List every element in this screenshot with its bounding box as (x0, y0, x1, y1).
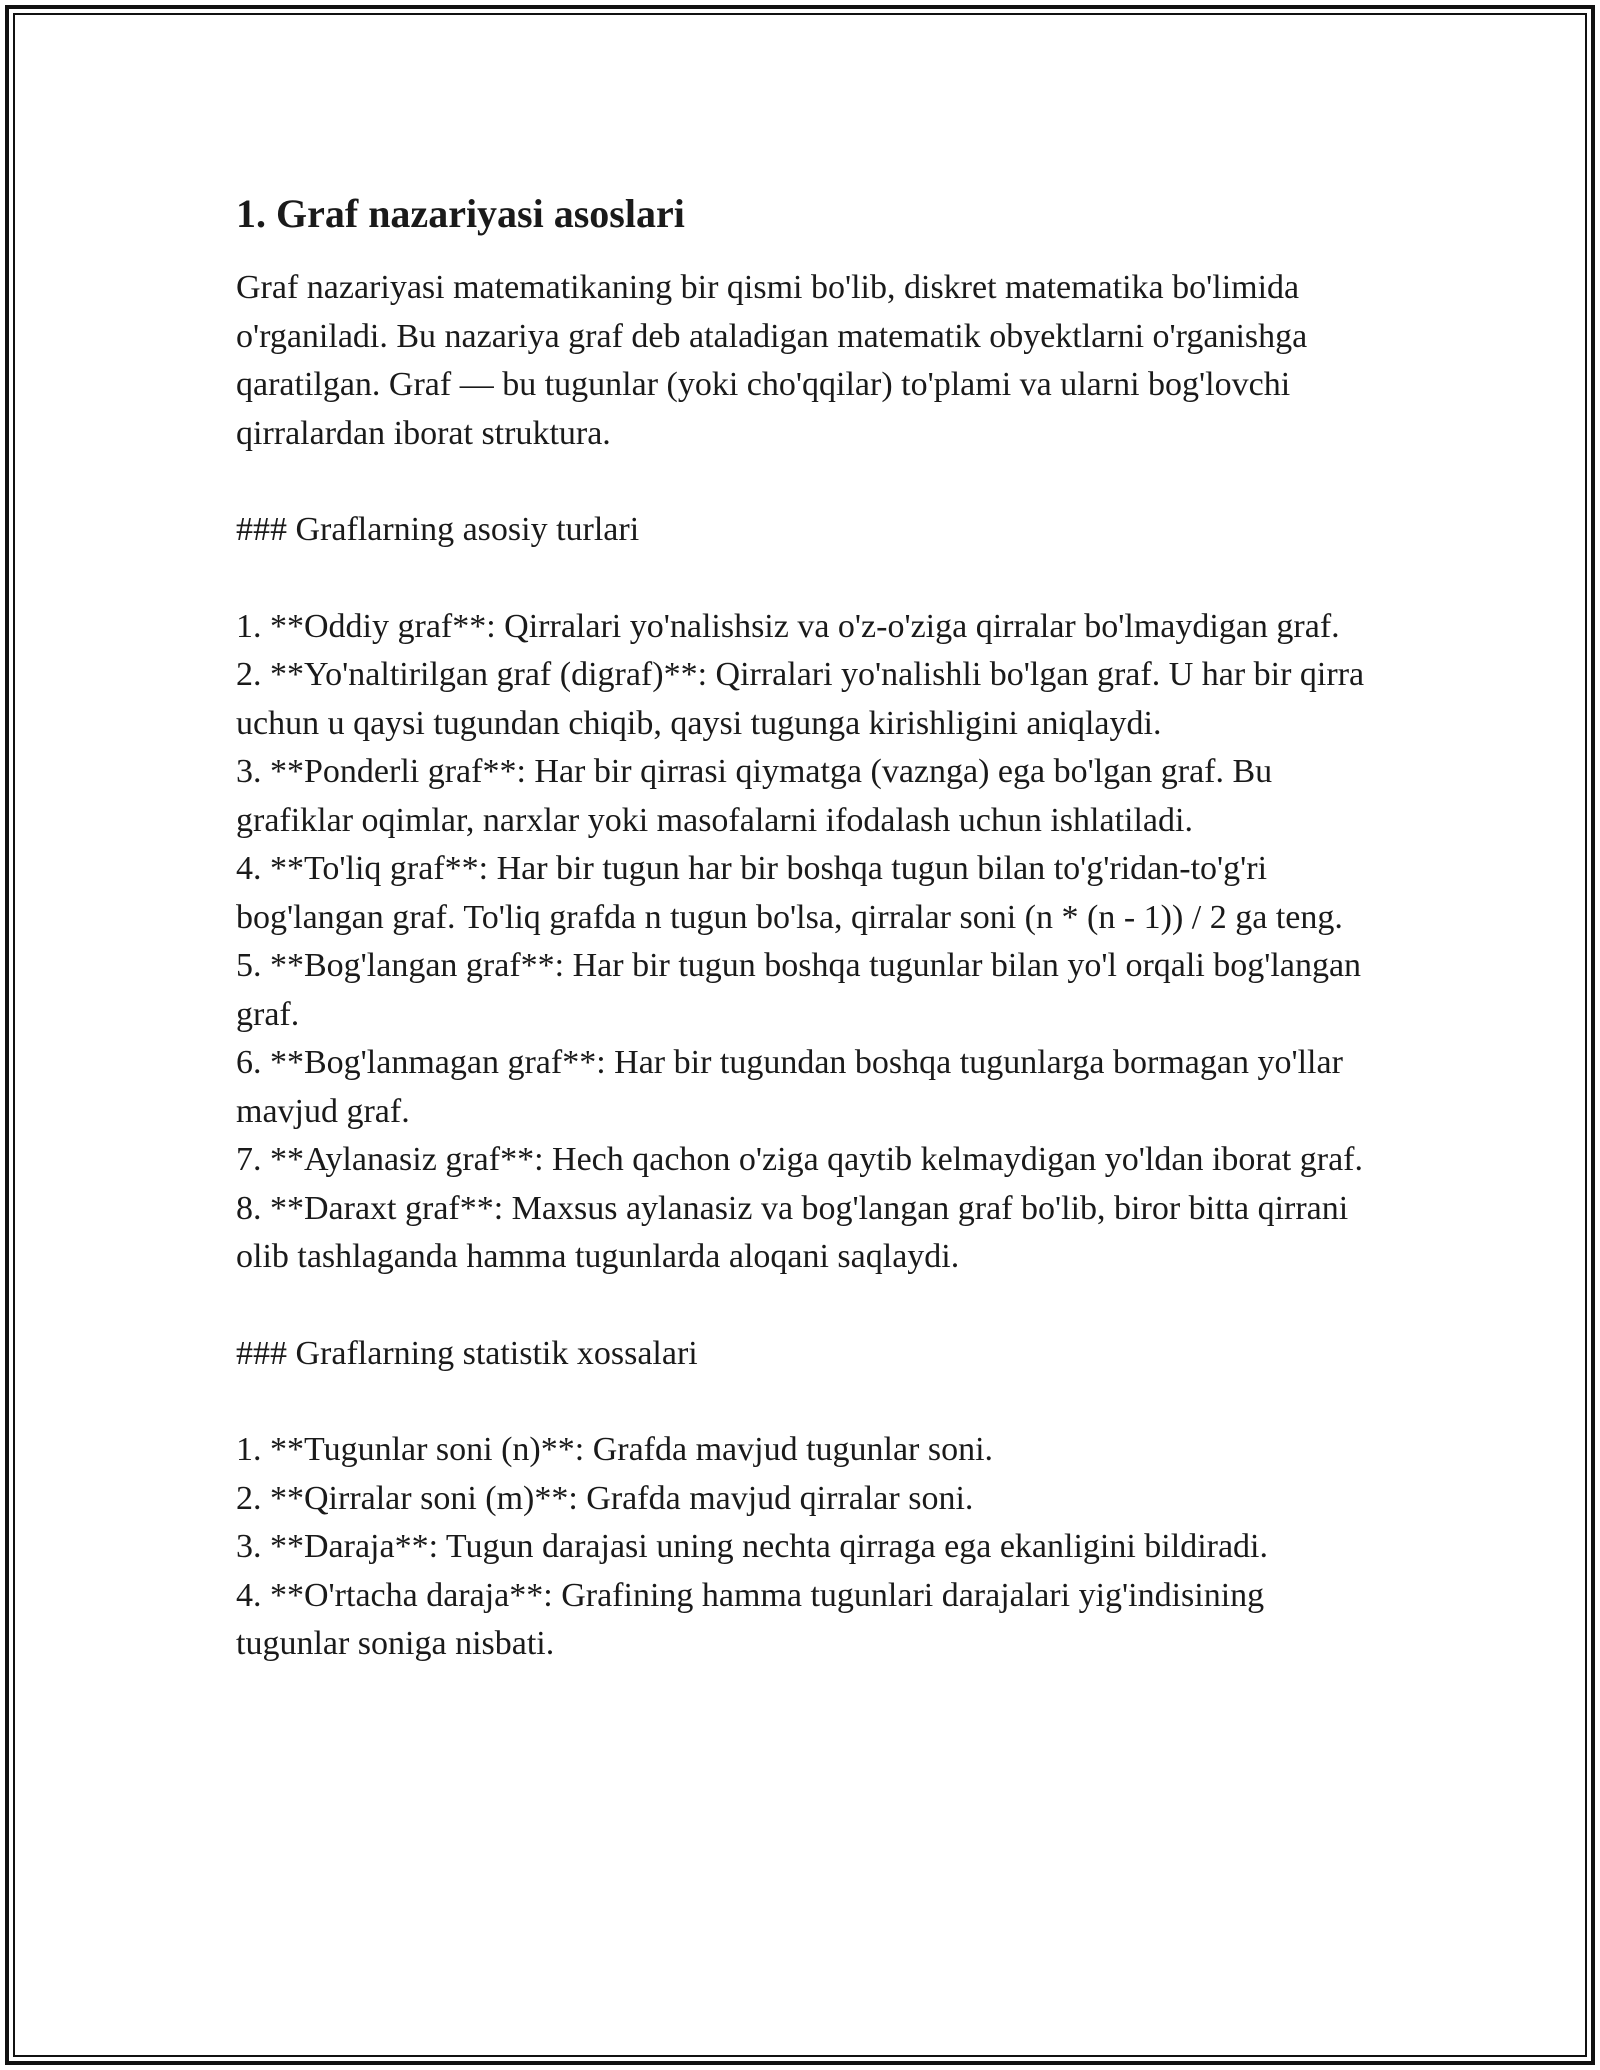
document-body (236, 186, 1366, 1669)
graph-types-list (236, 603, 1366, 1282)
list-item: 4. **To'liq graf**: Har bir tugun har bir boshqa tugun bilan to'g'ridan-to'g'ri bog'langan graf. To'liq grafda n tugun bo'lsa, qirralar soni (n * (n - 1)) / 2 ga teng. (236, 850, 1343, 936)
section-heading-types: ### Graflarning asosiy turlari (236, 511, 640, 548)
list-item: 3. **Daraja**: Tugun darajasi uning nechta qirraga ega ekanligini bildiradi. (236, 1528, 1269, 1565)
list-item: 7. **Aylanasiz graf**: Hech qachon o'ziga qaytib kelmaydigan yo'ldan iborat graf. (236, 1141, 1363, 1178)
list-item: 4. **O'rtacha daraja**: Grafining hamma tugunlari darajalari yig'indisining tugunlar soniga nisbati. (236, 1576, 1265, 1662)
section-heading-properties: ### Graflarning statistik xossalari (236, 1334, 698, 1372)
list-item: 5. **Bog'langan graf**: Har bir tugun boshqa tugunlar bilan yo'l orqali bog'langan graf. (236, 947, 1362, 1033)
list-item: 6. **Bog'lanmagan graf**: Har bir tugundan boshqa tugunlarga bormagan yo'llar mavjud graf. (236, 1044, 1343, 1130)
graph-properties-list (236, 1426, 1366, 1669)
list-item: 2. **Qirralar soni (m)**: Grafda mavjud qirralar soni. (236, 1479, 974, 1517)
intro-paragraph: Graf nazariyasi matematikaning bir qismi bo'lib, diskret matematika bo'limida o'rganiladi. Bu nazariya graf deb ataladigan matematik obyektlarni o'rganishga qaratilgan. Graf — bu tugunlar (yoki cho'qqilar) to'plami va ularni bog'lovchi qirralardan iborat struktura. (236, 269, 1308, 452)
list-item: 8. **Daraxt graf**: Maxsus aylanasiz va bog'langan graf bo'lib, biror bitta qirrani olib tashlaganda hamma tugunlarda aloqani saqlaydi. (236, 1189, 1349, 1275)
list-item: 1. **Oddiy graf**: Qirralari yo'nalishsiz va o'z-o'ziga qirralar bo'lmaydigan graf. (236, 607, 1340, 645)
document-title: 1. Graf nazariyasi asoslari (236, 191, 685, 236)
list-item: 2. **Yo'naltirilgan graf (digraf)**: Qirralari yo'nalishli bo'lgan graf. U har bir qirra uchun u qaysi tugundan chiqib, qaysi tugunga kirishligini aniqlaydi. (236, 656, 1365, 742)
list-item: 1. **Tugunlar soni (n)**: Grafda mavjud tugunlar soni. (236, 1431, 994, 1468)
list-item: 3. **Ponderli graf**: Har bir qirrasi qiymatga (vaznga) ega bo'lgan graf. Bu grafiklar oqimlar, narxlar yoki masofalarni ifodalash uchun ishlatiladi. (236, 753, 1273, 839)
